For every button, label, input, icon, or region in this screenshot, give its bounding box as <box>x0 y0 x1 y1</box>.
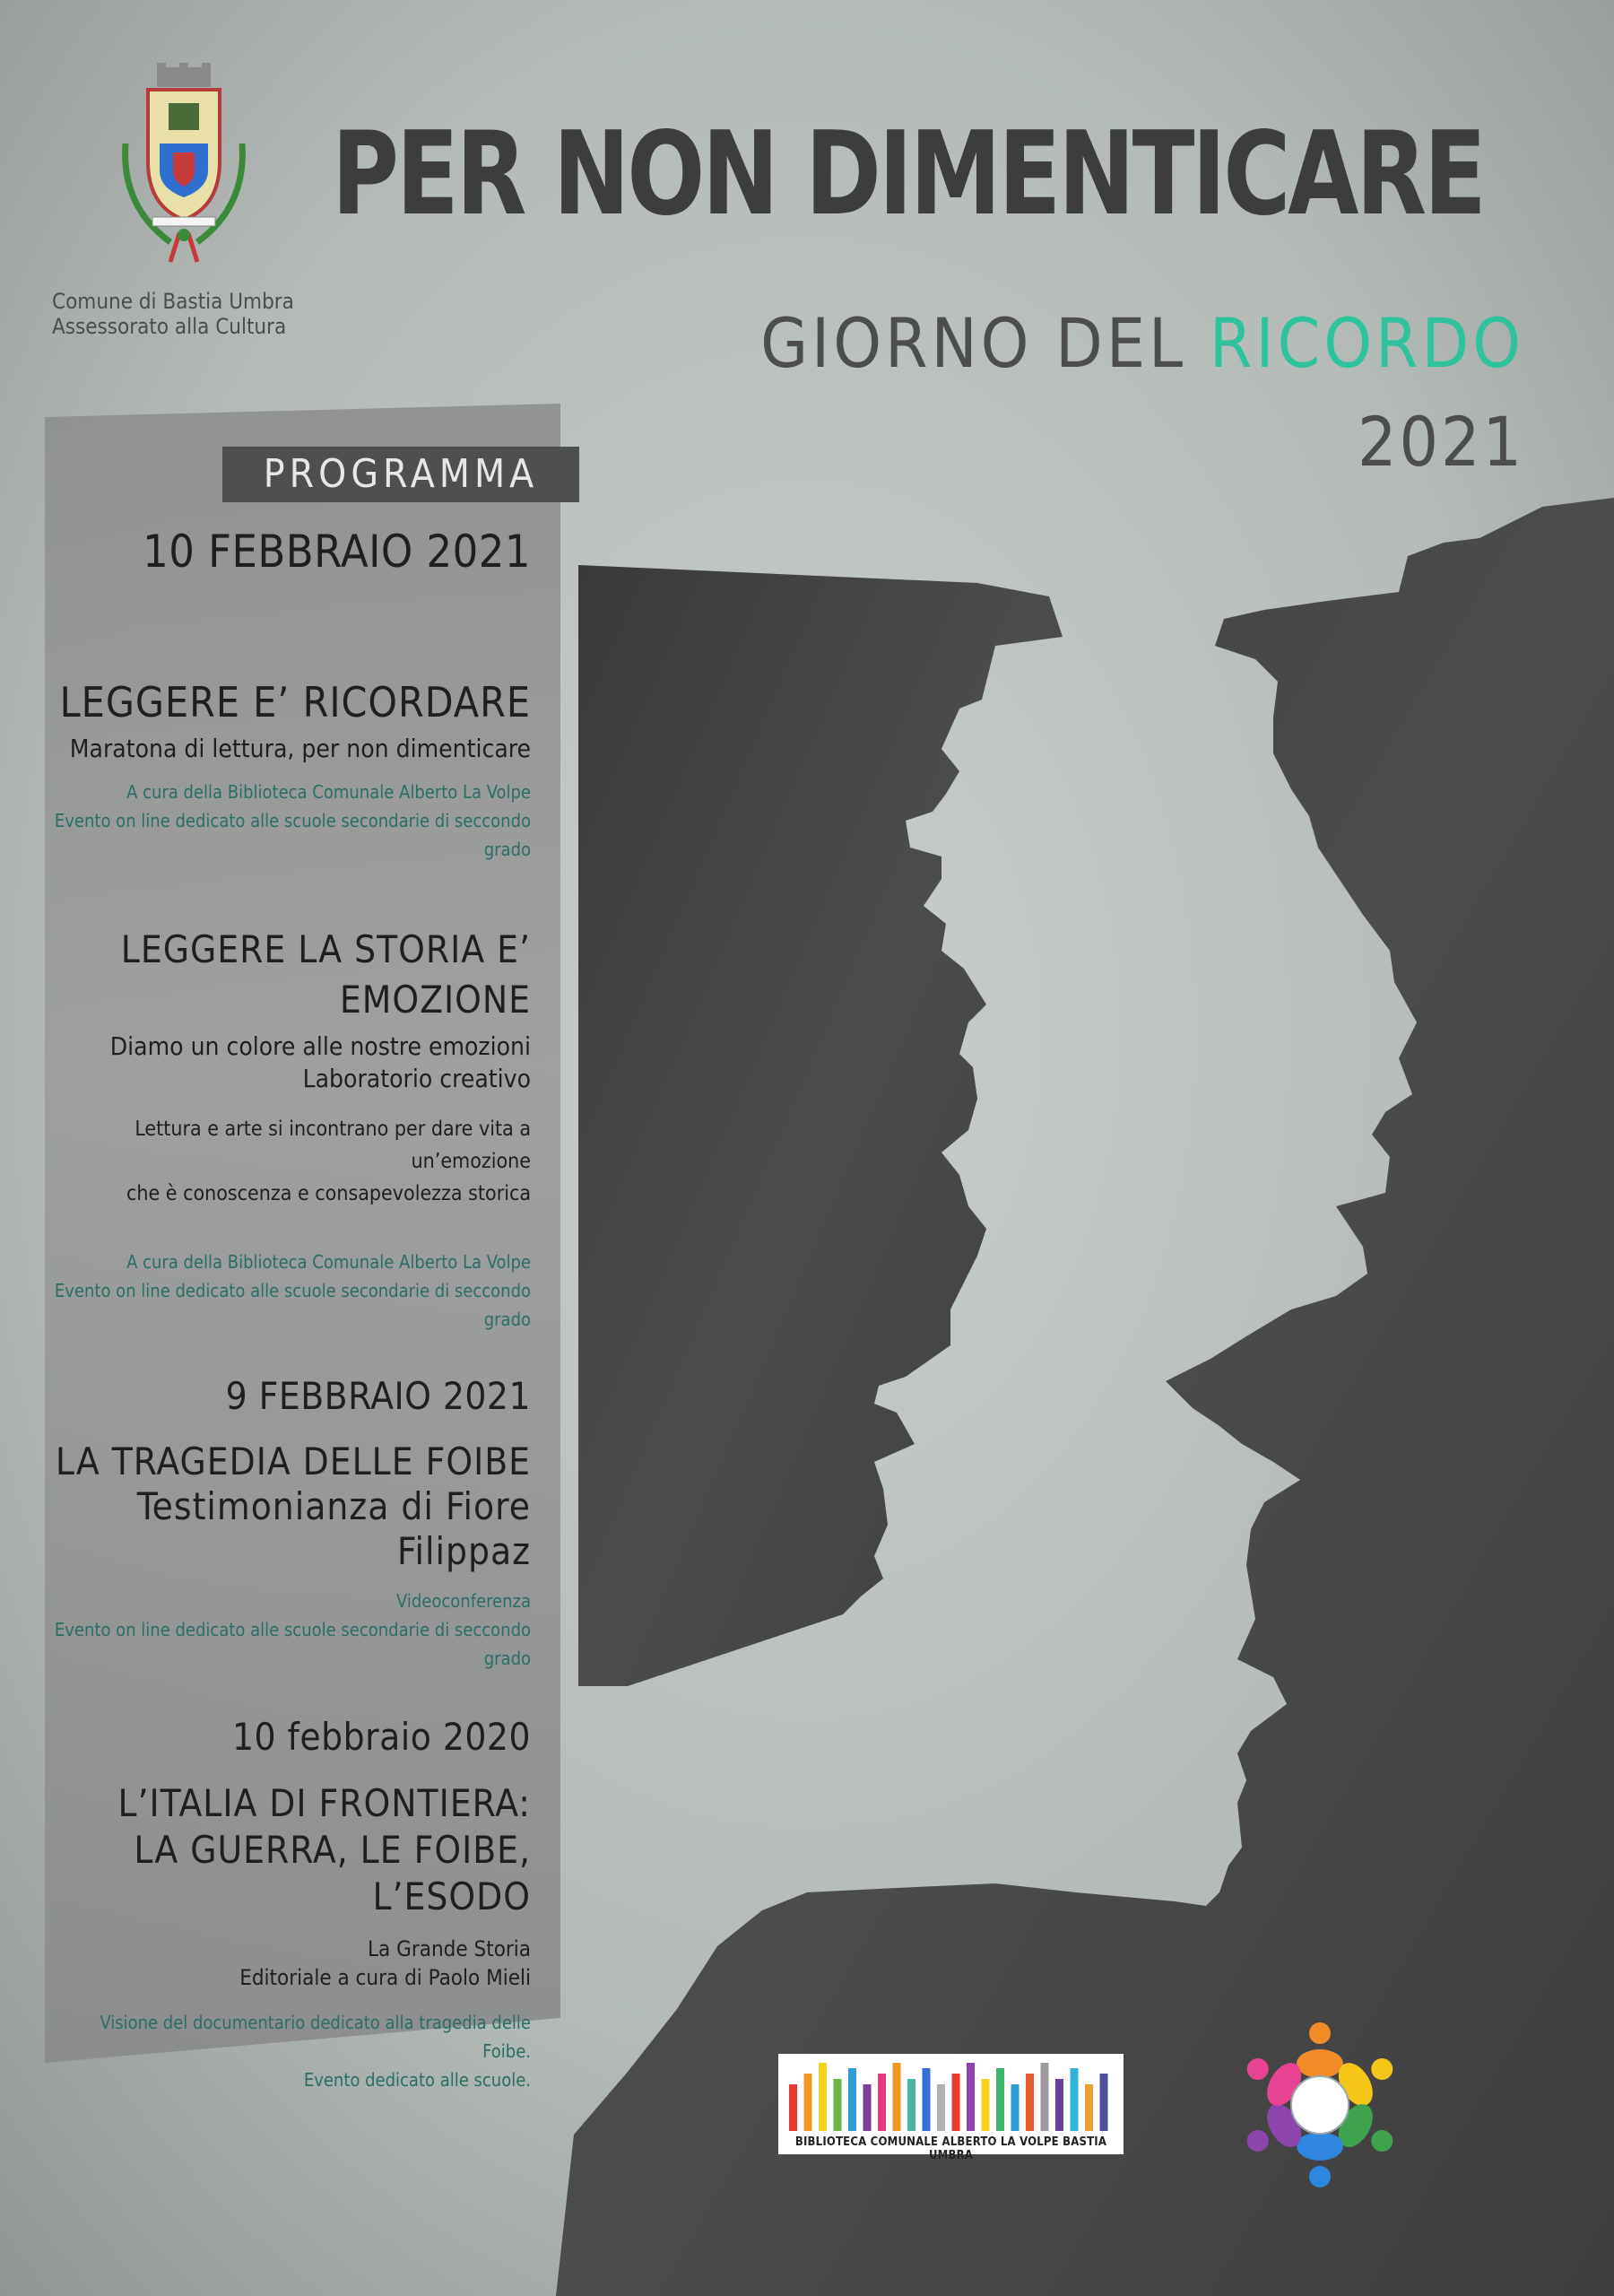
library-logo-bar <box>952 2074 960 2131</box>
library-logo-label: BIBLIOTECA COMUNALE ALBERTO LA VOLPE BASTIA UMBRA <box>794 2135 1107 2162</box>
library-logo-bar <box>967 2063 975 2131</box>
library-logo-bar <box>923 2068 931 2131</box>
event-4-subtitle-2: Editoriale a cura di Paolo Mieli <box>239 1965 531 1990</box>
program-list <box>47 525 531 2094</box>
event-1-note-1: A cura della Biblioteca Comunale Alberto La Volpe <box>126 781 531 803</box>
event-1-subtitle: Maratona di lettura, per non dimenticare <box>69 734 531 763</box>
library-logo-bar <box>834 2079 842 2131</box>
library-logo-bar <box>907 2079 915 2131</box>
partner-logo-head <box>1309 2166 1331 2187</box>
municipal-crest-icon <box>108 63 260 278</box>
event-3-note-1: Videoconferenza <box>396 1590 531 1612</box>
library-logo-bar <box>1100 2074 1108 2131</box>
event-4-title-2: LA GUERRA, LE FOIBE, L’ESODO <box>134 1828 531 1918</box>
partner-logo-head <box>1371 2058 1393 2080</box>
library-logo-bar <box>1041 2063 1049 2131</box>
date-2: 9 FEBBRAIO 2021 <box>225 1374 531 1418</box>
partner-logo-icon <box>1239 2015 1401 2195</box>
event-2-title: LEGGERE LA STORIA E’ EMOZIONE <box>120 927 531 1022</box>
subtitle-year: 2021 <box>1358 402 1524 482</box>
library-logo-bar <box>1071 2068 1079 2131</box>
partner-logo-head <box>1371 2130 1393 2152</box>
library-logo-bar <box>996 2068 1004 2131</box>
library-logo-bar <box>1055 2079 1063 2131</box>
library-logo <box>778 2054 1124 2162</box>
partner-logo-figure <box>1297 2132 1343 2161</box>
library-logo-bars <box>778 2054 1124 2135</box>
library-logo-bar <box>848 2068 856 2131</box>
event-4-note-1: Visione del documentario dedicato alla tragedia delle Foibe. <box>100 2012 531 2062</box>
library-logo-bar <box>982 2079 990 2131</box>
organization-line2: Assessorato alla Cultura <box>52 314 287 339</box>
partner-logo-head <box>1309 2022 1331 2044</box>
library-logo-bar <box>1085 2084 1093 2131</box>
library-logo-bar <box>1026 2074 1034 2131</box>
event-2-subtitle-2: Laboratorio creativo <box>302 1064 531 1093</box>
subtitle <box>760 303 1524 384</box>
organization-name <box>52 289 294 339</box>
subtitle-prefix: GIORNO DEL <box>760 303 1210 383</box>
event-3-title-1: LA TRAGEDIA DELLE FOIBE <box>55 1439 531 1483</box>
event-2-note-2: Evento on line dedicato alle scuole secondarie di seccondo grado <box>54 1280 531 1330</box>
library-logo-bar <box>878 2074 886 2131</box>
library-logo-bar <box>937 2084 945 2131</box>
event-4-note-2: Evento dedicato alle scuole. <box>303 2069 531 2091</box>
program-label: PROGRAMMA <box>222 447 579 502</box>
event-2-desc-2: che è conoscenza e consapevolezza storica <box>126 1182 531 1205</box>
library-logo-bar <box>789 2084 797 2131</box>
event-3-note-2: Evento on line dedicato alle scuole secondarie di seccondo grado <box>54 1619 531 1669</box>
library-logo-bar <box>819 2063 827 2131</box>
event-2-subtitle-1: Diamo un colore alle nostre emozioni <box>109 1031 531 1061</box>
partner-logo-figure <box>1297 2049 1343 2078</box>
partner-logo-head <box>1247 2058 1269 2080</box>
organization-line1: Comune di Bastia Umbra <box>52 289 294 314</box>
library-logo-bar <box>804 2074 812 2131</box>
library-logo-bar <box>1011 2084 1020 2131</box>
event-1-note-2: Evento on line dedicato alle scuole secondarie di seccondo grado <box>54 810 531 860</box>
partner-logo-center <box>1291 2076 1349 2134</box>
partner-logo-head <box>1247 2130 1269 2152</box>
date-1: 10 FEBBRAIO 2021 <box>143 526 531 578</box>
event-3-title-2: Testimonianza di Fiore Filippaz <box>136 1484 531 1573</box>
date-3: 10 febbraio 2020 <box>231 1715 531 1759</box>
library-logo-bar <box>863 2084 872 2131</box>
main-title: PER NON DIMENTICARE <box>332 108 1484 241</box>
event-4-subtitle-1: La Grande Storia <box>368 1936 531 1961</box>
event-1-title: LEGGERE E’ RICORDARE <box>59 678 531 726</box>
event-2-note-1: A cura della Biblioteca Comunale Alberto La Volpe <box>126 1251 531 1273</box>
subtitle-accent: RICORDO <box>1209 303 1524 383</box>
library-logo-bar <box>893 2063 901 2131</box>
event-2-desc-1: Lettura e arte si incontrano per dare vita a un’emozione <box>134 1118 531 1173</box>
event-4-title-1: L’ITALIA DI FRONTIERA: <box>117 1781 531 1825</box>
